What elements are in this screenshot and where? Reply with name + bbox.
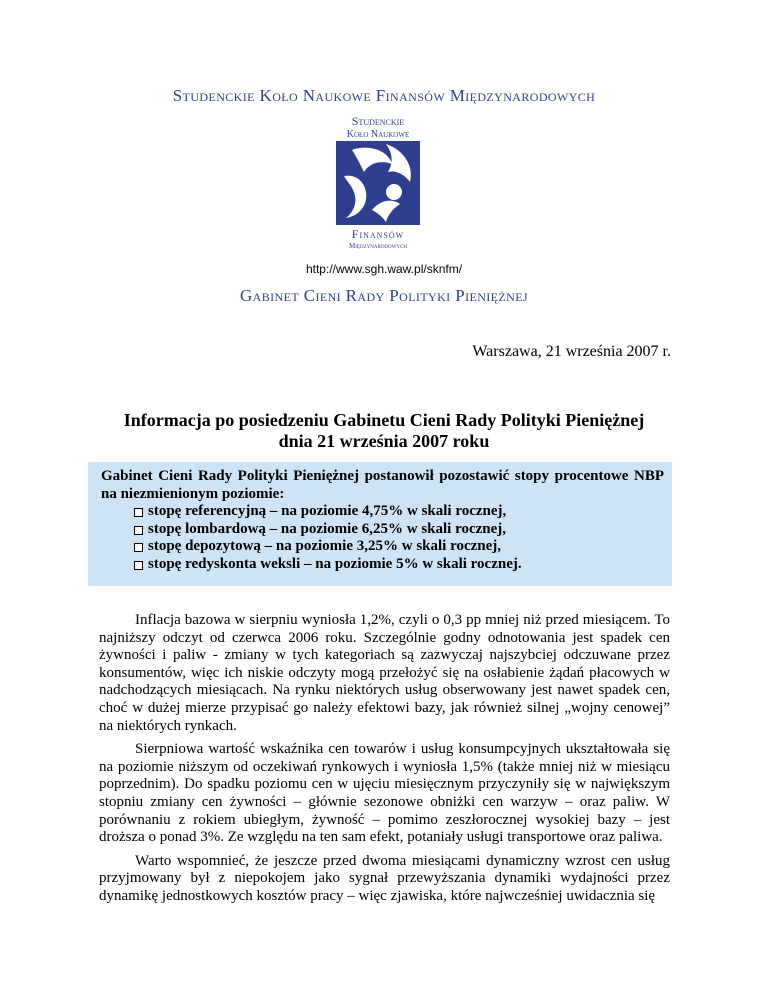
title-line-2: dnia 21 września 2007 roku <box>278 431 490 451</box>
gabinet-title: Gabinet Cieni Rady Polityki Pieniężnej <box>239 286 528 305</box>
document-date: Warszawa, 21 września 2007 r. <box>472 343 671 360</box>
logo-line3: Finansów <box>351 227 405 241</box>
paragraph-3: Warto wspomnieć, że jeszcze przed dwoma miesiącami dynamiczny wzrost cen usług przyjmowany był z niepokojem jako sygnał przewyższania dynamiki wydajności przez dynamikę jednostkowych kosztów pracy – więc zjawiska, które najwcześniej uwidacznia się <box>99 852 670 904</box>
paragraph-1: Inflacja bazowa w sierpniu wyniosła 1,2%, czyli o 0,3 pp mniej niż przed miesiącem. To najniższy odczyt od czerwca 2006 roku. Szczególnie godny odnotowania jest spadek cen żywności i paliw - zmiany w tych kategoriach są zazwyczaj najszybciej odczuwane przez konsumentów, więc ich niskie odczyty mogą przełożyć się na osłabienie żądań płacowych w nadchodzących miesiącach. Na rynku niektórych usług obserwowany jest nawet spadek cen, choć w dużej mierze przypisać go należy efektowi bazy, jak również silnej „wojny cenowej” na niektórych rynkach. <box>99 612 670 734</box>
decision-intro: Gabinet Cieni Rady Polityki Pieniężnej postanowił pozostawić stopy procentowe NBP na niezmienionym poziomie: <box>101 468 664 502</box>
document-title <box>0 410 768 452</box>
rate-item-reference: stopę referencyjną – na poziomie 4,75% w skali rocznej, <box>134 503 664 521</box>
website-link[interactable]: http://www.sgh.waw.pl/sknfm/ <box>305 262 463 276</box>
title-line-1: Informacja po posiedzeniu Gabinetu Cieni Rady Polityki Pieniężnej <box>123 410 645 430</box>
organization-title: Studenckie Koło Naukowe Finansów Międzynarodowych <box>172 86 596 105</box>
rates-list <box>101 503 664 573</box>
rate-item-rediscount: stopę redyskonta weksli – na poziomie 5% w skali rocznej. <box>134 556 664 574</box>
logo-line1: Studenckie <box>351 114 405 128</box>
paragraph-2: Sierpniowa wartość wskaźnika cen towarów i usług konsumpcyjnych ukształtowała się na poziomie niższym od oczekiwań rynkowych i wyniosła 1,5% (także mniej niż w miesiącu poprzednim). Do spadku poziomu cen w ujęciu miesięcznym przyczyniły się w największym stopniu zmiany cen żywności – głównie sezonowe obniżki cen warzyw – oraz paliw. W porównaniu z rokiem ubiegłym, żywność – pomimo zeszłorocznej wysokiej bazy – jest droższa o ponad 3%. Ze względu na ten sam efekt, potaniały usługi transportowe oraz paliwa. <box>99 741 670 846</box>
rate-item-deposit: stopę depozytową – na poziomie 3,25% w skali rocznej, <box>134 538 664 556</box>
document-body <box>99 612 670 912</box>
logo-line2: Koło Naukowe <box>346 129 410 140</box>
logo-line4: Międzynarodowych <box>349 242 407 250</box>
decision-box <box>88 462 672 586</box>
sknfm-logo <box>316 114 440 250</box>
rate-item-lombard: stopę lombardową – na poziomie 6,25% w skali rocznej, <box>134 521 664 539</box>
